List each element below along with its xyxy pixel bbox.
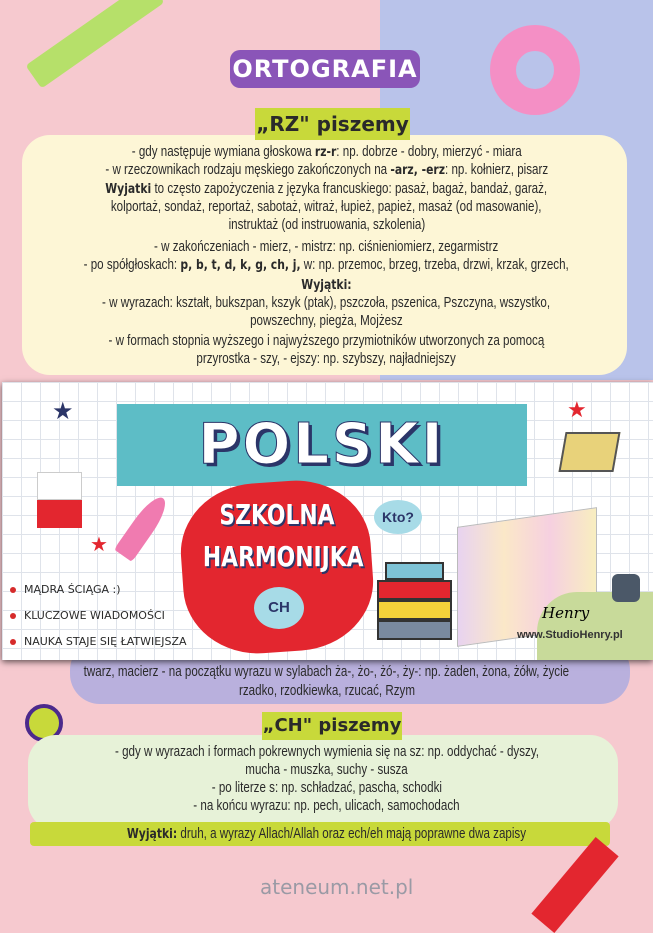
rz-line: kolportaż, sondaż, reportaż, sabotaż, witraż, łupież, papież, masaż (od masowanie), bbox=[111, 199, 542, 215]
star-icon: ★ bbox=[52, 398, 74, 425]
star-icon: ★ bbox=[567, 397, 587, 422]
banner-subtitle bbox=[182, 494, 372, 578]
green-blob bbox=[537, 592, 653, 660]
banner-title: POLSKI bbox=[198, 412, 446, 477]
section-ch-label: „CH" piszemy bbox=[262, 712, 402, 740]
books-icon bbox=[377, 562, 452, 642]
pencil-icon bbox=[26, 0, 165, 88]
rz-line: - w zakończeniach - mierz, - mistrz: np. ciśnieniomierz, zegarmistrz bbox=[154, 239, 499, 255]
bubble-kto: Kto? bbox=[374, 500, 422, 534]
ch-line: - na końcu wyrazu: np. pech, ulicach, samochodach bbox=[193, 798, 460, 814]
page-title: ORTOGRAFIA bbox=[230, 50, 420, 88]
rz-line: Wyjatki to często zapożyczenia z języka francuskiego: pasaż, bagaż, bandaż, garaż, bbox=[105, 181, 548, 197]
feature-list bbox=[10, 577, 187, 655]
text-line: rzadko, rzodkiewka, rzucać, Rzym bbox=[238, 683, 415, 699]
feather-icon bbox=[114, 492, 172, 562]
star-icon: ★ bbox=[90, 534, 108, 556]
rz-line: - po spółgłoskach: p, b, t, d, k, g, ch, j, w: np. przemoc, brzeg, trzeba, drzwi, krzak, grzech, bbox=[83, 257, 570, 273]
section-rz-label: „RZ" piszemy bbox=[255, 108, 410, 140]
rz-line: instruktaż (od instruowania, szkolenia) bbox=[228, 217, 425, 233]
donut-icon bbox=[490, 25, 580, 115]
brand-logo: Henry bbox=[542, 604, 590, 622]
feature-item: KLUCZOWE WIADOMOŚCI bbox=[10, 603, 187, 629]
product-banner bbox=[2, 382, 653, 660]
ch-exceptions: Wyjątki: druh, a wyrazy Allach/Allah oraz ech/eh mają poprawne dwa zapisy bbox=[126, 826, 527, 842]
website-link[interactable]: www.StudioHenry.pl bbox=[517, 629, 623, 641]
bubble-ch: CH bbox=[254, 587, 304, 629]
ch-line: - po literze s: np. schładzać, pascha, schodki bbox=[211, 780, 442, 796]
feature-item: NAUKA STAJE SIĘ ŁATWIEJSZA bbox=[10, 629, 187, 655]
subtitle-line-2: HARMONIJKA bbox=[202, 540, 364, 573]
feature-item: MĄDRA ŚCIĄGA :) bbox=[10, 577, 187, 603]
watermark: ateneum.net.pl bbox=[260, 875, 414, 899]
rz-line: - w rzeczownikach rodzaju męskiego zakończonych na -arz, -erz: np. kołnierz, pisarz bbox=[105, 162, 548, 178]
rz-line: - w wyrazach: kształt, bukszpan, kszyk (ptak), pszczoła, pszenica, Pszczyna, wszystko, bbox=[102, 295, 551, 311]
partial-text-line: twarz, macierz - na początku wyrazu w sylabach ża-, żo-, żó-, ży-: np. żaden, żona, żółw, życie bbox=[83, 664, 570, 680]
rz-line: - w formach stopnia wyższego i najwyższego przymiotników utworzonych za pomocą bbox=[108, 333, 545, 349]
rz-line: - gdy następuje wymiana głoskowa rz-r: np. dobrze - dobry, mierzyć - miara bbox=[131, 144, 522, 160]
book-icon bbox=[558, 432, 620, 472]
subtitle-line-1: SZKOLNA bbox=[219, 498, 335, 531]
rz-line: przyrostka - szy, - ejszy: np. szybszy, najładniejszy bbox=[196, 351, 457, 367]
ch-line: mucha - muszka, suchy - susza bbox=[245, 762, 408, 778]
polish-flag-icon bbox=[37, 472, 82, 528]
rz-line: powszechny, piegża, Mojżesz bbox=[250, 313, 403, 329]
ch-line: - gdy w wyrazach i formach pokrewnych wymienia się na sz: np. oddychać - dyszy, bbox=[114, 744, 539, 760]
ink-bottle-icon bbox=[612, 574, 640, 602]
rz-line: Wyjątki: bbox=[301, 277, 352, 293]
pencil-icon bbox=[531, 837, 618, 933]
